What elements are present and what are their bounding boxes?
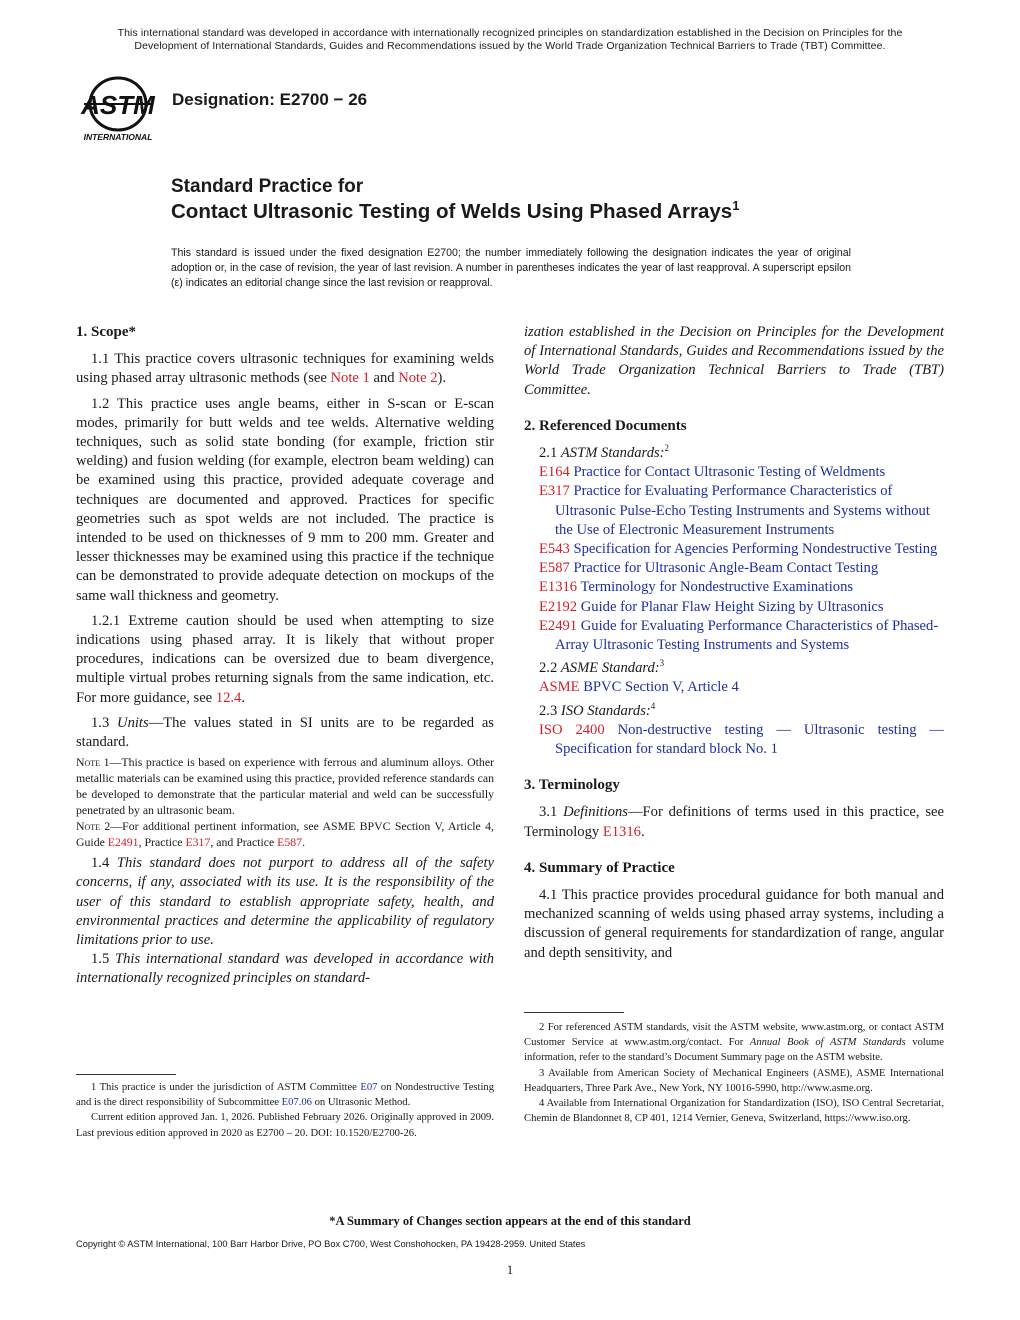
para-1-5-continued: ization established in the Decision on Principles for the Development of International Standards, Guides and Recommendations issued by the World Trade Organization Technical Barriers to Trade (TBT) Committee. <box>524 324 944 398</box>
para-3-1-text: —For definitions of terms used in this practice, see Terminology <box>524 804 945 840</box>
footnote-2 <box>524 1020 944 1066</box>
note-1-text: —This practice is based on experience with ferrous and aluminum alloys. Other metallic materials can be examined using this practice, provided reference standards can be developed to demonstrate that the particular material and weld can be successfully penetrated by an ultrasonic beam. <box>76 755 494 818</box>
note-2-label: Note 2 <box>76 819 111 834</box>
section-12-4-link[interactable]: 12.4 <box>215 689 242 706</box>
asme-standard-label <box>524 659 944 678</box>
para-1-3-num: 1.3 <box>91 714 118 731</box>
e317-link[interactable]: E317 <box>185 835 211 850</box>
issue-note: This standard is issued under the fixed designation E2700; the number immediately following the designation indicates the year of original adoption or, in the case of revision, the year of last revision. A number in parentheses indicates the year of last reapproval. A superscript epsilon (ε) indicates an editorial change since the last revision or reapproval. <box>171 247 851 289</box>
note-2-mid1: , Practice <box>138 835 186 850</box>
astm-reference-item[interactable] <box>524 617 944 655</box>
astm-reference-item[interactable] <box>524 578 944 597</box>
astm-standards-label <box>524 444 944 463</box>
e07-link[interactable]: E07 <box>360 1082 378 1093</box>
summary-of-changes-note: *A Summary of Changes section appears at the end of this standard <box>329 1214 691 1228</box>
top-notice-line2: Development of International Standards, Guides and Recommendations issued by the World Trade Organization Technical Barriers to Trade (TBT) Committee. <box>134 40 886 52</box>
title-block <box>171 175 931 225</box>
e1316-link[interactable]: E1316 <box>602 823 641 840</box>
footnote-2-end: volume information, refer to the standard’s Document Summary page on the ASTM website. <box>524 1037 944 1064</box>
iso-reference-item[interactable] <box>524 721 944 759</box>
footnote-1-text: 1 This practice is under the jurisdiction of ASTM Committee <box>91 1082 361 1093</box>
para-1-4-num: 1.4 <box>91 855 117 872</box>
para-3-1-italic: Definitions <box>563 804 628 821</box>
reference-code[interactable]: E1316 <box>539 579 578 596</box>
para-1-4-italic: This standard does not purport to address all of the safety concerns, if any, associated with its use. It is the responsibility of the user of this standard to establish appropriate safety, health, and environmental practices and determine the applicability of regulatory limitations prior to use. <box>76 855 494 949</box>
top-notice-line1: This international standard was developed in accordance with internationally recognized principles on standardization established in the Decision on Principles for the <box>117 27 903 39</box>
note-2-mid2: , and Practice <box>210 835 278 850</box>
para-3-1 <box>524 803 944 841</box>
footnotes-left <box>76 1080 494 1141</box>
para-1-5-num: 1.5 <box>91 951 116 968</box>
note-2 <box>76 818 494 850</box>
asme-reference-item[interactable] <box>524 678 944 697</box>
reference-code[interactable]: E164 <box>539 464 570 481</box>
footnote-1-mid: on Nondestructive Testing and is the direct responsibility of Subcommittee <box>76 1082 495 1109</box>
astm-label-italic: ASTM Standards: <box>560 445 665 462</box>
section-heading-terminology: 3. Terminology <box>524 777 620 794</box>
title-footnote-ref[interactable]: 1 <box>732 198 740 214</box>
note-2-link[interactable]: Note 2 <box>398 370 438 387</box>
astm-reference-item[interactable] <box>524 540 944 559</box>
e07-06-link[interactable]: E07.06 <box>281 1097 312 1109</box>
reference-code[interactable]: E543 <box>539 541 570 558</box>
para-1-1-mid: and <box>369 370 399 387</box>
para-1-3-text: —The values stated in SI units are to be regarded as standard. <box>76 714 494 751</box>
section-heading-referenced: 2. Referenced Documents <box>524 417 687 434</box>
section-heading-summary: 4. Summary of Practice <box>524 859 675 876</box>
reference-title[interactable]: Terminology for Nondestructive Examinations <box>577 579 854 596</box>
para-1-5-italic: This international standard was developed in accordance with internationally recognized principles on standard- <box>76 951 495 987</box>
astm-reference-item[interactable] <box>524 598 944 617</box>
reference-title[interactable]: Practice for Ultrasonic Angle-Beam Contact Testing <box>569 560 879 577</box>
title-line1: Standard Practice for <box>171 176 364 197</box>
astm-reference-item[interactable] <box>524 559 944 578</box>
para-1-3-italic: Units <box>117 714 149 731</box>
para-1-4 <box>76 854 494 950</box>
page-number: 1 <box>506 1262 514 1277</box>
footnotes-right <box>524 1020 944 1126</box>
title-main: Contact Ultrasonic Testing of Welds Using Phased Arrays <box>171 200 733 223</box>
reference-code[interactable]: E317 <box>539 483 570 500</box>
asme-label-num: 2.2 <box>539 660 561 677</box>
iso-label-sup[interactable]: 4 <box>650 700 656 711</box>
para-3-1-end: . <box>640 823 645 840</box>
para-1-5-start <box>76 950 494 988</box>
reference-title[interactable]: Practice for Evaluating Performance Characteristics of Ultrasonic Pulse-Echo Testing Instruments and Systems without the Use of Electronic Measurement Instruments <box>555 483 930 538</box>
reference-title[interactable]: Guide for Evaluating Performance Characteristics of Phased-Array Ultrasonic Testing Instruments and Systems <box>555 617 939 654</box>
footnote-rule-right <box>524 1012 624 1013</box>
footnote-2-text: 2 For referenced ASTM standards, visit the ASTM website, www.astm.org, or contact ASTM Customer Service at www.astm.org/contact. For <box>524 1022 944 1049</box>
reference-code[interactable]: E2491 <box>539 617 578 634</box>
reference-title[interactable]: Practice for Contact Ultrasonic Testing of Weldments <box>569 464 886 481</box>
designation: Designation: E2700 − 26 <box>172 90 368 109</box>
asme-label-italic: ASME Standard: <box>560 660 660 677</box>
reference-title[interactable]: Guide for Planar Flaw Height Sizing by Ultrasonics <box>577 598 884 615</box>
iso-label-num: 2.3 <box>539 702 561 719</box>
note-1-label: Note 1 <box>76 755 110 770</box>
copyright: Copyright © ASTM International, 100 Barr Harbor Drive, PO Box C700, West Conshohocken, PA 19428-2959. United States <box>76 1239 586 1249</box>
astm-logo <box>76 76 160 144</box>
footnote-1-end: on Ultrasonic Method. <box>311 1097 411 1109</box>
footnote-3: 3 Available from American Society of Mechanical Engineers (ASME), ASME International Headquarters, Three Park Ave., New York, NY 10016-5990, http://www.asme.org. <box>524 1067 944 1094</box>
para-1-1-text: 1.1 This practice covers ultrasonic techniques for examining welds using phased array ultrasonic methods (see <box>76 351 494 387</box>
footnote-1-edition: Current edition approved Jan. 1, 2026. Published February 2026. Originally approved in 2009. Last previous edition approved in 2020 as E2700 – 20. DOI: 10.1520/E2700-26. <box>76 1112 494 1139</box>
e587-link[interactable]: E587 <box>277 835 303 850</box>
footnote-1 <box>76 1080 494 1110</box>
para-1-1-end: ). <box>437 370 447 387</box>
note-1 <box>76 754 494 818</box>
para-1-2: 1.2 This practice uses angle beams, either in S-scan or E-scan modes, primarily for butt welds and tee welds. Alternative welding techniques, such as solid state bonding (for example, friction stir welding) and fusion welding (for example, electron beam welding) can be examined using this practice, provided adequate coverage and techniques are documented and approved. Practices for specific geometries such as spot welds are not included. The practice is intended to be used on thicknesses of 9 mm to 200 mm. Greater and lesser thicknesses may be examined using this practice if the technique can be demonstrated to provide adequate detection on mockups of the same wall thickness and geometry. <box>76 395 494 604</box>
para-1-2-1 <box>76 612 494 708</box>
asme-code[interactable]: ASME <box>539 679 580 696</box>
e2491-link[interactable]: E2491 <box>107 835 139 850</box>
para-1-3 <box>76 714 494 752</box>
astm-reference-item[interactable] <box>524 463 944 482</box>
asme-title[interactable]: BPVC Section V, Article 4 <box>579 679 739 696</box>
note-2-end: . <box>302 835 306 850</box>
footnote-2-italic: Annual Book of ASTM Standards <box>749 1037 906 1049</box>
astm-label-num: 2.1 <box>539 445 561 462</box>
iso-code[interactable]: ISO 2400 <box>539 721 605 738</box>
iso-label-italic: ISO Standards: <box>560 702 651 719</box>
para-1-1 <box>76 350 494 388</box>
para-1-2-1-text: 1.2.1 Extreme caution should be used when attempting to size indications using phased array. It is likely that without proper procedures, indications can be oversized due to beam divergence, multiple virtual probes returning signals from the same indication, etc. For more guidance, see <box>76 612 494 706</box>
title-line2 <box>171 199 931 225</box>
iso-title[interactable]: Non-destructive testing — Ultrasonic testing — Specification for standard block No. 1 <box>555 721 945 758</box>
reference-code[interactable]: E2192 <box>539 598 578 615</box>
logo-sub: INTERNATIONAL <box>83 132 153 142</box>
astm-label-sup[interactable]: 2 <box>664 443 670 454</box>
astm-reference-list <box>524 463 944 655</box>
footnote-4: 4 Available from International Organization for Standardization (ISO), ISO Central Secretariat, Chemin de Blandonnet 8, CP 401, 1214 Vernier, Geneva, Switzerland, https://www.iso.org. <box>524 1098 944 1125</box>
logo-mark: ASTM <box>81 90 155 120</box>
para-4-1: 4.1 This practice provides procedural guidance for both manual and mechanized scanning of welds using phased array systems, including a discussion of general requirements for standardization of range, angular and depth sensitivity, and <box>524 887 944 961</box>
astm-logo-icon <box>76 76 160 144</box>
note-1-link[interactable]: Note 1 <box>330 370 370 387</box>
note-2-text: —For additional pertinent information, see ASME BPVC Section V, Article 4, Guide <box>76 819 495 850</box>
top-notice <box>60 27 960 53</box>
footnote-rule-left <box>76 1074 176 1075</box>
reference-title[interactable]: Specification for Agencies Performing Nondestructive Testing <box>569 541 938 558</box>
asme-label-sup[interactable]: 3 <box>659 658 665 669</box>
para-3-1-num: 3.1 <box>539 804 564 821</box>
para-1-2-1-end: . <box>241 689 246 706</box>
iso-standards-label <box>524 702 944 721</box>
left-column <box>76 323 494 989</box>
section-heading-scope: 1. Scope* <box>76 324 136 340</box>
reference-code[interactable]: E587 <box>539 560 570 577</box>
astm-reference-item[interactable] <box>524 482 944 540</box>
right-column <box>524 323 944 963</box>
